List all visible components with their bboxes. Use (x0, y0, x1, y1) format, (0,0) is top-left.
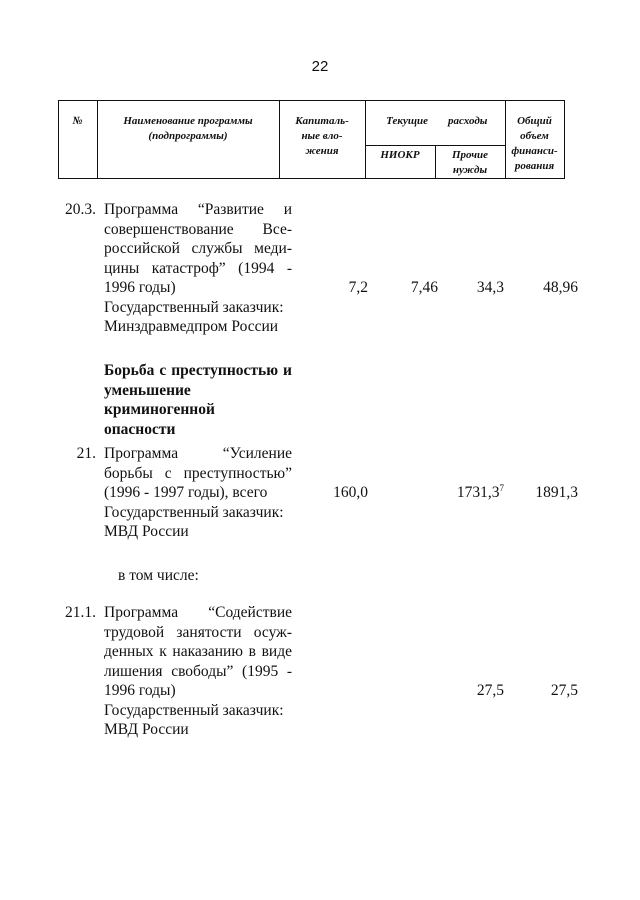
row-other: 34,3 (476, 279, 504, 296)
row-niokr: 7,46 (410, 279, 438, 296)
header-total: Общий объем финанси- рования (511, 115, 558, 172)
row-name: Программа “Усиление борьбы с преступностью” (1996 - 1997 годы), всего Государственный заказчик: МВД России (104, 445, 292, 540)
row-name: Программа “Развитие и совершенствование Все- российской службы меди- цины катастроф” (1994 - 1996 годы) Государственный заказчик: Минздравмедпром России (104, 201, 292, 335)
row-name: Программа “Содействие трудовой занятости осуж- денных к наказанию в виде лишения свободы” (1995 - 1996 годы) Государственный заказчик: МВД России (104, 604, 292, 738)
header-niokr: НИОКР (380, 149, 420, 161)
table-header (58, 100, 565, 178)
row-total: 48,96 (543, 279, 578, 296)
header-capital: Капиталь- ные вло- жения (295, 115, 349, 157)
row-total: 27,5 (550, 682, 578, 699)
header-num: № (72, 115, 83, 127)
note-text: в том числе: (118, 567, 199, 584)
header-name: Наименование программы (подпрограммы) (123, 115, 253, 142)
row-capital: 160,0 (333, 484, 368, 501)
row-number: 20.3. (65, 201, 96, 218)
row-capital: 7,2 (348, 279, 368, 296)
page-number: 22 (311, 58, 329, 75)
row-number: 21.1. (65, 604, 96, 621)
header-current: Текущие расходы (386, 115, 488, 127)
row-other: 27,5 (476, 682, 504, 699)
row-total: 1891,3 (535, 484, 578, 501)
row-number: 21. (76, 445, 96, 462)
row-other: 1731,3$^7$ (456, 483, 504, 501)
header-other: Прочие нужды (451, 149, 489, 176)
